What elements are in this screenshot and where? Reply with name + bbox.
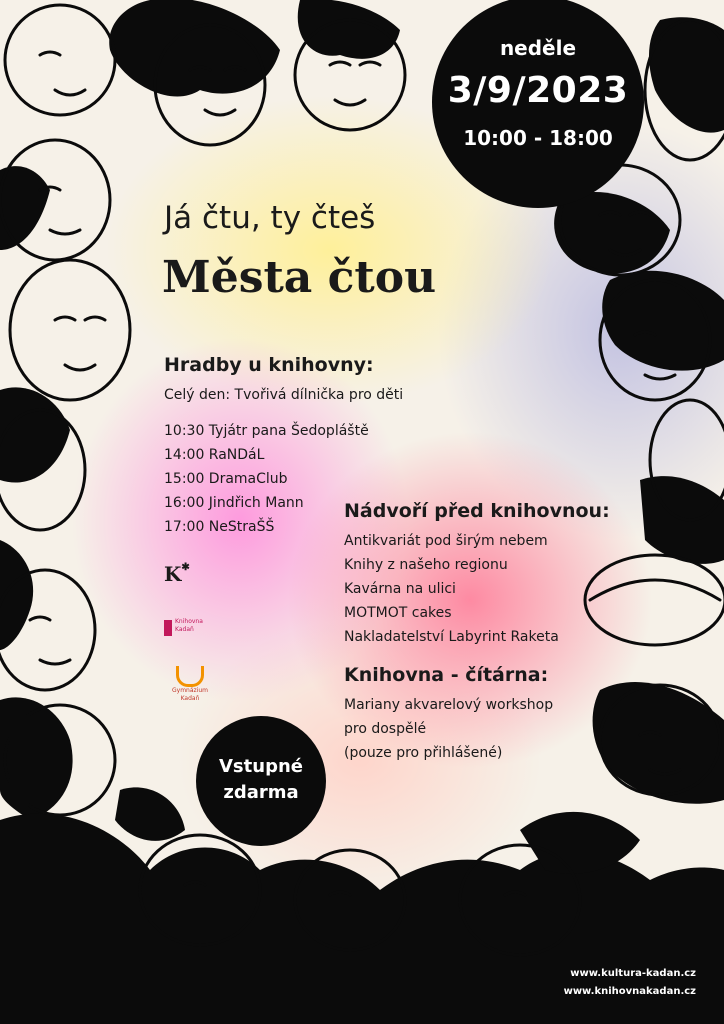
list-item: Antikvariát pod širým nebem <box>344 533 548 549</box>
section-hradby-heading: Hradby u knihovny: <box>164 354 374 376</box>
title-line-1: Já čtu, ty čteš <box>164 200 376 236</box>
section-citarna-heading: Knihovna - čítárna: <box>344 664 549 686</box>
free-entry-badge <box>196 716 326 846</box>
date-badge-date: 3/9/2023 <box>447 70 629 111</box>
free-entry-line-1: Vstupné <box>219 756 303 777</box>
list-item: Kavárna na ulici <box>344 581 456 597</box>
date-badge <box>432 0 644 208</box>
g-icon <box>176 666 204 687</box>
list-item: Mariany akvarelový workshop <box>344 697 554 713</box>
book-icon <box>164 620 172 636</box>
gymnazium-logo: Gymnázium Kadaň <box>160 666 220 703</box>
program-item: 15:00 DramaClub <box>164 471 288 487</box>
section-nadvori-heading: Nádvoří před knihovnou: <box>344 500 610 522</box>
list-item: Knihy z našeho regionu <box>344 557 508 573</box>
program-item: 14:00 RaNDáL <box>164 447 265 463</box>
section-hradby-note: Celý den: Tvořivá dílnička pro děti <box>164 387 404 403</box>
list-item: Nakladatelství Labyrint Raketa <box>344 629 559 645</box>
program-item: 17:00 NeStraŠŠ <box>164 519 275 535</box>
list-item: MOTMOT cakes <box>344 605 452 621</box>
free-entry-line-2: zdarma <box>223 782 299 803</box>
footer-url-1[interactable]: www.kultura-kadan.cz <box>570 968 696 979</box>
program-item: 16:00 Jindřich Mann <box>164 495 304 511</box>
list-item: (pouze pro přihlášené) <box>344 745 503 761</box>
footer-url-2[interactable]: www.knihovnakadan.cz <box>563 986 696 997</box>
date-badge-time: 10:00 - 18:00 <box>463 126 613 150</box>
k-logo: K✱ <box>164 562 190 586</box>
date-badge-day: neděle <box>499 36 577 60</box>
list-item: pro dospělé <box>344 721 427 737</box>
program-item: 10:30 Tyjátr pana Šedopláště <box>164 423 369 439</box>
title-line-2: Města čtou <box>162 252 437 303</box>
